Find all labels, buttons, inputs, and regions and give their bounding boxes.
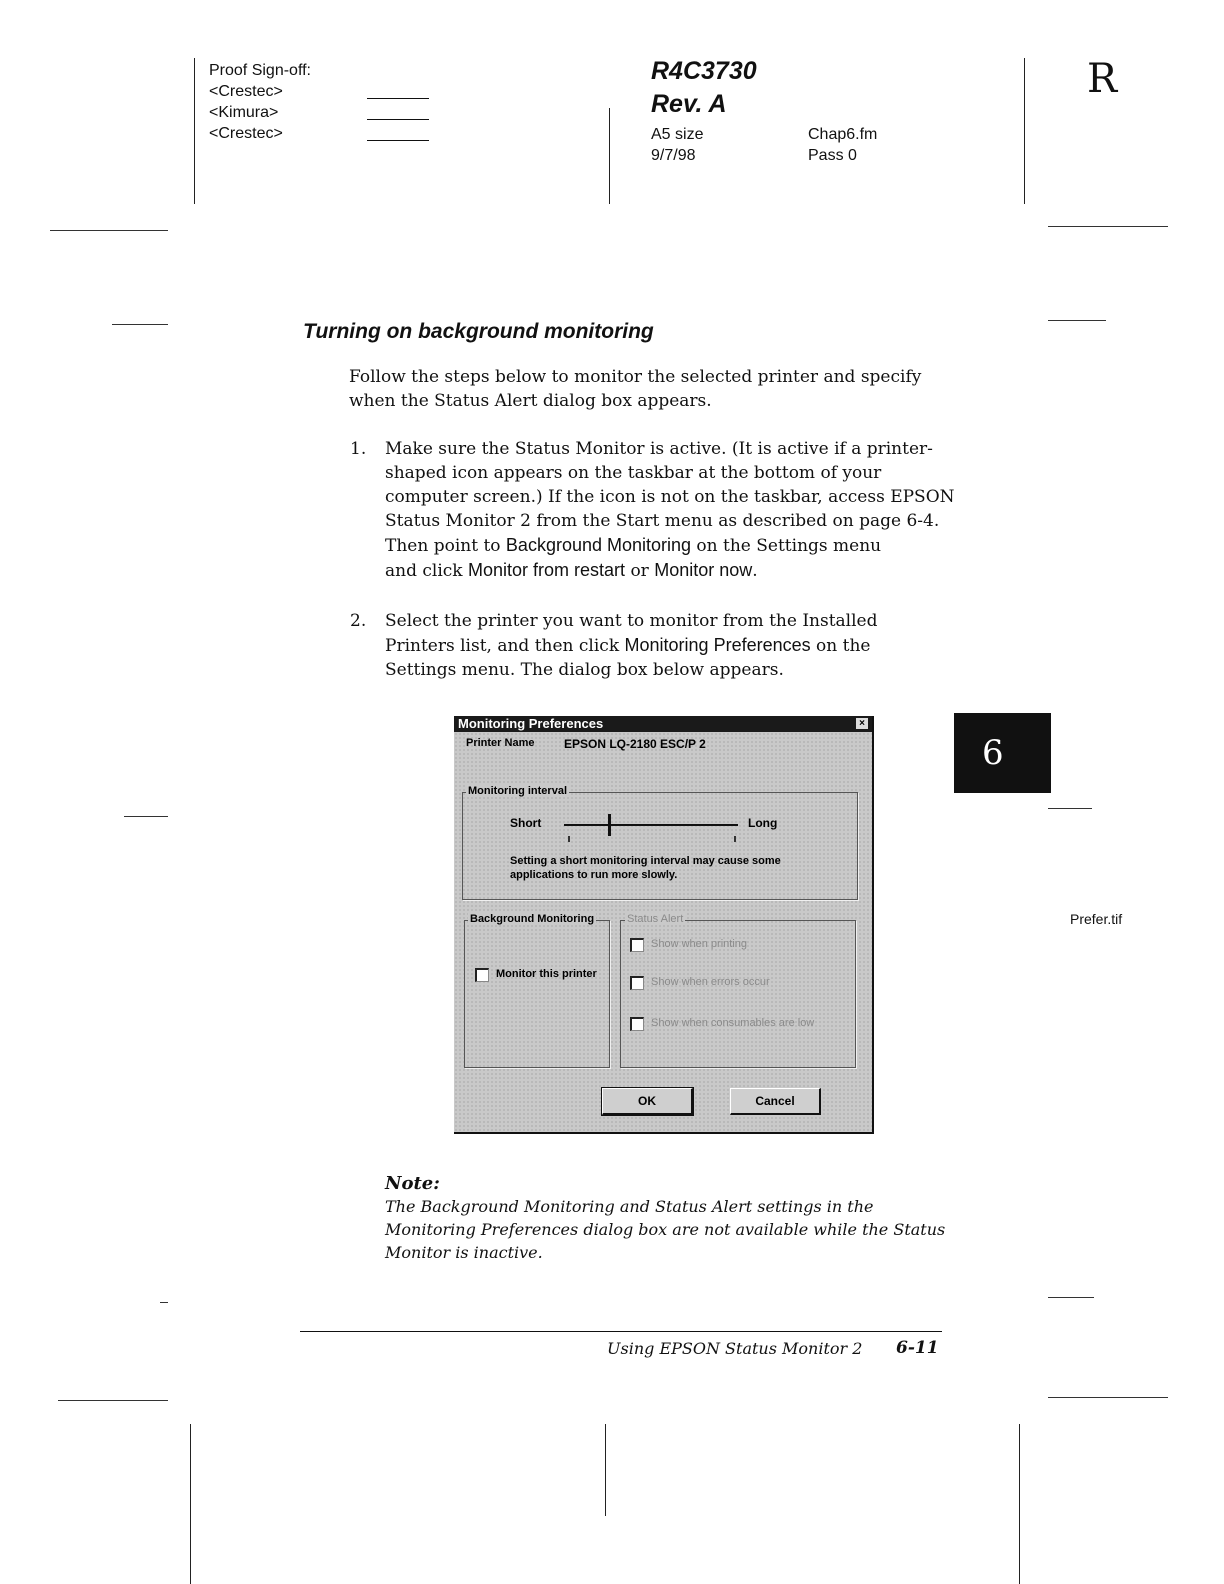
- signoff-line-3: [367, 140, 429, 141]
- crop-mark: [50, 230, 168, 231]
- status-alert-label: Status Alert: [627, 913, 684, 925]
- signoff-label: Proof Sign-off:: [209, 62, 311, 79]
- close-icon[interactable]: ×: [856, 718, 868, 729]
- background-monitoring-label: Background Monitoring: [470, 913, 595, 925]
- interval-slider-track[interactable]: [564, 824, 738, 826]
- doc-file: Chap6.fm: [808, 126, 878, 143]
- slider-tick: [734, 836, 736, 842]
- note-line: Monitor is inactive.: [385, 1243, 543, 1262]
- intro-line: Follow the steps below to monitor the selected printer and specify: [349, 367, 922, 387]
- monitor-printer-label: Monitor this printer: [496, 968, 597, 980]
- corner-mark: R: [1087, 56, 1118, 102]
- dialog-title: Monitoring Preferences: [458, 716, 604, 731]
- long-label: Long: [748, 816, 778, 830]
- step-2-line: Printers list, and then click Monitoring Preferences on the: [385, 635, 871, 656]
- intro-line: when the Status Alert dialog box appears.: [349, 391, 712, 411]
- step-1-line: Make sure the Status Monitor is active. (It is active if a printer-: [385, 439, 933, 459]
- printer-name-label: Printer Name: [466, 737, 535, 749]
- step-2-line: Settings menu. The dialog box below appears.: [385, 660, 784, 680]
- ui-term-background-monitoring: Background Monitoring: [505, 535, 692, 555]
- signoff-line-2: [367, 119, 429, 120]
- header-left-rule: [194, 58, 195, 204]
- crop-mark: [58, 1400, 168, 1401]
- cancel-button[interactable]: Cancel: [730, 1088, 821, 1115]
- signoff-block: [209, 60, 311, 144]
- show-printing-label: Show when printing: [651, 938, 748, 950]
- crop-mark: [112, 324, 168, 325]
- doc-size: A5 size: [651, 126, 704, 143]
- step-2-line: Select the printer you want to monitor from the Installed: [385, 611, 878, 631]
- step-1-line: and click Monitor from restart or Monitor now.: [385, 560, 758, 581]
- step-2-text: [385, 609, 878, 682]
- chapter-tab: 6: [954, 713, 1051, 793]
- crop-mark: [160, 1302, 168, 1303]
- signoff-crestec-1: <Crestec>: [209, 83, 283, 100]
- section-title: Turning on background monitoring: [303, 320, 654, 343]
- doc-code: R4C3730: [651, 57, 757, 85]
- step-1-line: Then point to Background Monitoring on the Settings menu: [385, 535, 882, 556]
- bottom-left-rule: [190, 1424, 191, 1584]
- step-1-line: shaped icon appears on the taskbar at the bottom of your: [385, 463, 882, 483]
- page-number: 6-11: [896, 1338, 939, 1358]
- step-1-line: computer screen.) If the icon is not on the taskbar, access EPSON: [385, 487, 955, 507]
- slider-tick: [568, 836, 570, 842]
- note-line: Monitoring Preferences dialog box are not available while the Status: [385, 1220, 946, 1239]
- interval-warning-line: applications to run more slowly.: [510, 869, 678, 881]
- interval-warning: [510, 854, 781, 882]
- short-label: Short: [510, 816, 542, 830]
- bottom-center-rule: [605, 1424, 606, 1516]
- note-heading: Note:: [385, 1173, 440, 1194]
- monitoring-preferences-dialog: [454, 716, 874, 1134]
- interval-slider-thumb[interactable]: [608, 814, 611, 836]
- show-printing-checkbox[interactable]: [630, 938, 644, 952]
- header-center-rule: [609, 108, 610, 204]
- header-right-rule: [1024, 58, 1025, 204]
- footer-title: Using EPSON Status Monitor 2: [607, 1339, 863, 1358]
- crop-mark: [1048, 320, 1106, 321]
- doc-date: 9/7/98: [651, 147, 696, 164]
- bottom-right-rule: [1019, 1424, 1020, 1584]
- step-1-text: [385, 437, 955, 583]
- crop-mark: [1048, 1397, 1168, 1398]
- monitoring-interval-group: [462, 792, 858, 900]
- signoff-kimura: <Kimura>: [209, 104, 279, 121]
- step-1-number: 1.: [350, 439, 367, 459]
- step-2-number: 2.: [350, 611, 367, 631]
- monitor-printer-checkbox[interactable]: [475, 968, 489, 982]
- ui-term-monitor-now: Monitor now: [654, 560, 753, 580]
- footer-rule: [300, 1331, 942, 1332]
- note-text: [385, 1195, 945, 1264]
- signoff-crestec-2: <Crestec>: [209, 125, 283, 142]
- dialog-title-bar: [454, 716, 872, 732]
- interval-warning-line: Setting a short monitoring interval may cause some: [510, 855, 781, 867]
- signoff-line-1: [367, 98, 429, 99]
- ui-term-monitor-from-restart: Monitor from restart: [468, 560, 626, 580]
- printer-name-value: EPSON LQ-2180 ESC/P 2: [564, 737, 706, 751]
- note-line: The Background Monitoring and Status Alert settings in the: [385, 1197, 874, 1216]
- show-errors-checkbox[interactable]: [630, 976, 644, 990]
- ui-term-monitoring-preferences: Monitoring Preferences: [624, 635, 811, 655]
- crop-mark: [1048, 808, 1092, 809]
- doc-pass: Pass 0: [808, 147, 857, 164]
- background-monitoring-group: [464, 920, 610, 1068]
- intro-paragraph: [349, 365, 921, 413]
- monitoring-interval-label: Monitoring interval: [468, 785, 567, 797]
- ok-button[interactable]: OK: [602, 1088, 693, 1115]
- image-filename: Prefer.tif: [1070, 911, 1123, 927]
- doc-rev: Rev. A: [651, 90, 727, 118]
- step-1-line: Status Monitor 2 from the Start menu as described on page 6-4.: [385, 511, 940, 531]
- show-errors-label: Show when errors occur: [651, 976, 770, 988]
- show-consumables-checkbox[interactable]: [630, 1017, 644, 1031]
- crop-mark: [1048, 1297, 1094, 1298]
- crop-mark: [124, 816, 168, 817]
- show-consumables-label: Show when consumables are low: [651, 1017, 815, 1029]
- crop-mark: [1048, 226, 1168, 227]
